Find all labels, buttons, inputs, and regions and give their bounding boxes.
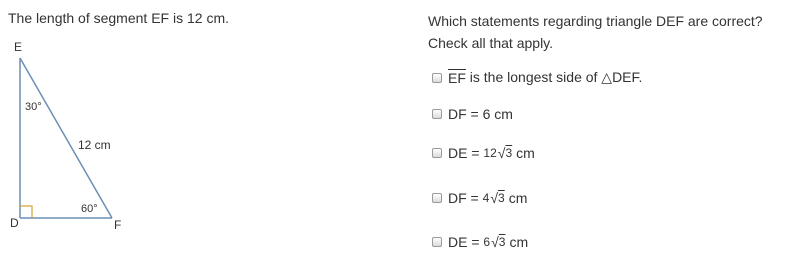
checkbox-unchecked-icon[interactable] xyxy=(432,109,442,119)
angle-f-label: 60° xyxy=(81,203,98,215)
option-4-coefficient: 4 xyxy=(482,191,490,205)
side-ef-label: 12 cm xyxy=(78,138,111,152)
right-angle-mark xyxy=(20,206,32,218)
square-root-icon: √ xyxy=(497,145,506,161)
checkbox-unchecked-icon[interactable] xyxy=(432,237,442,247)
option-5-radicand: 3 xyxy=(498,235,506,249)
option-5-coefficient: 6 xyxy=(483,235,491,249)
angle-e-label: 30° xyxy=(25,101,42,113)
option-2[interactable] xyxy=(432,106,513,122)
square-root-icon: √ xyxy=(490,190,498,206)
triangle-figure xyxy=(0,0,260,277)
option-4[interactable] xyxy=(432,190,527,206)
option-5[interactable] xyxy=(432,234,528,250)
option-1[interactable] xyxy=(432,69,642,86)
option-3-radicand: 3 xyxy=(505,146,513,160)
checkbox-unchecked-icon[interactable] xyxy=(432,193,442,203)
prompt-text: The length of segment EF is 12 cm. xyxy=(8,10,229,26)
option-3[interactable] xyxy=(432,145,535,161)
vertex-f-label: F xyxy=(114,218,122,232)
option-3-unit: cm xyxy=(516,145,535,161)
vertex-d-label: D xyxy=(10,216,19,230)
segment-ef: $\overline{EF}$ xyxy=(448,69,466,86)
option-5-prefix: DE = xyxy=(448,234,484,250)
square-root-icon: √ xyxy=(491,234,499,250)
question-line-2: Check all that apply. xyxy=(428,35,554,51)
vertex-e-label: E xyxy=(14,40,23,54)
question-line-1: Which statements regarding triangle DEF are correct? xyxy=(428,13,763,29)
option-5-unit: cm xyxy=(509,234,529,250)
checkbox-unchecked-icon[interactable] xyxy=(432,148,442,158)
option-4-radicand: 3 xyxy=(498,191,505,205)
option-3-prefix: DE = xyxy=(448,145,484,161)
checkbox-unchecked-icon[interactable] xyxy=(432,73,442,83)
question-text xyxy=(428,10,798,54)
option-4-unit: cm xyxy=(508,190,528,206)
option-1-text: is the longest side of △DEF. xyxy=(465,69,643,85)
option-4-prefix: DF = xyxy=(448,190,483,206)
option-2-text: DF = 6 cm xyxy=(448,106,513,122)
option-3-coefficient: 12 xyxy=(483,146,497,160)
